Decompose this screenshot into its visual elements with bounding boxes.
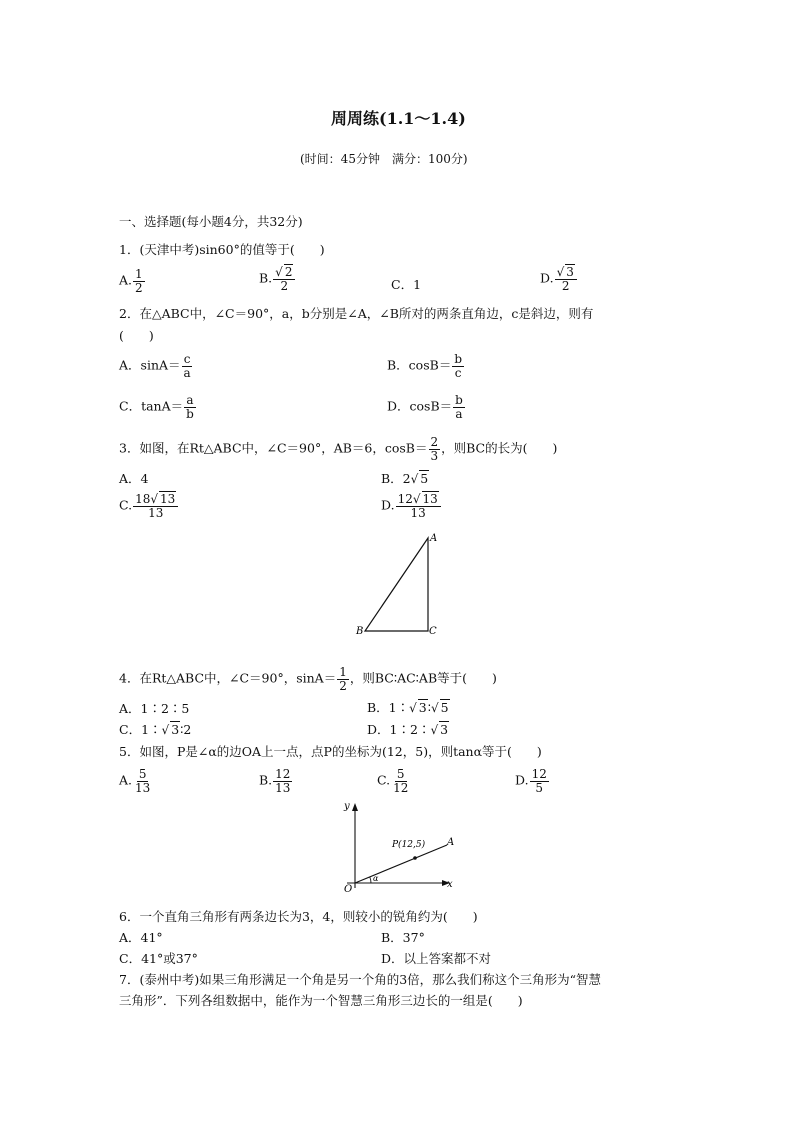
q3-option-a: A．4 [119, 471, 149, 486]
label-alpha: α [373, 874, 379, 883]
q1-option-d: D. $\frac{√ 3}{2}$ [540, 266, 578, 292]
q2-stem-line2: ( ) [119, 328, 154, 343]
label-b: B [356, 626, 364, 637]
q4-option-d: D．1∶2∶√ 3 [367, 722, 449, 737]
q6-option-c: C．41°或37° [119, 951, 198, 966]
q5-option-c: C. $\frac{5}{12}$ [377, 767, 409, 795]
label-x: x [447, 879, 453, 890]
q7-stem-line2: 三角形”．下列各组数据中，能作为一个智慧三角形三边长的一组是( ) [119, 993, 523, 1008]
q2-option-a: A．sinA＝ $\frac{c}{a}$ [119, 352, 191, 380]
q6-option-d: D．以上答案都不对 [381, 951, 492, 966]
q5-option-d: D. $\frac{12}{5}$ [515, 767, 547, 795]
q3-option-c: C. $\frac{18√ 13}{13}$ [119, 493, 179, 519]
q5-coordinate-figure [335, 800, 465, 900]
angle-arc [370, 877, 371, 883]
q1-option-b: B. $\frac{√ 2}{2}$ [259, 266, 296, 292]
q4-option-b: B．1∶√ 3∶√ 5 [367, 700, 449, 715]
q6-option-b: B．37° [381, 930, 425, 945]
q3-option-b: B．2√ 5 [381, 471, 429, 486]
label-a: A [430, 533, 438, 544]
q1-option-c: C．1 [391, 277, 422, 292]
q6-option-a: A．41° [119, 930, 163, 945]
q4-stem: 4．在Rt△ABC中，∠C＝90°，sinA＝ $\frac{1}{2}$ ，则BC∶AC∶AB等于( ) [119, 665, 497, 693]
q3-option-d: D. $\frac{12√ 13}{13}$ [381, 493, 442, 519]
label-y: y [344, 801, 350, 812]
q1-stem: 1．(天津中考)sin60°的值等于( ) [119, 242, 325, 257]
q5-option-a: A. $\frac{5}{13}$ [119, 767, 151, 795]
label-a: A [447, 837, 455, 848]
q6-stem: 6．一个直角三角形有两条边长为3，4，则较小的锐角约为( ) [119, 909, 478, 924]
label-p: P(12,5) [392, 840, 426, 850]
label-o: O [344, 884, 353, 895]
q4-option-c: C．1∶√ 3∶2 [119, 722, 192, 737]
page-subtitle: (时间：45分钟 满分：100分) [300, 152, 468, 166]
label-c: C [429, 626, 437, 637]
q5-stem: 5．如图，P是∠α的边OA上一点，点P的坐标为(12，5)，则tanα等于( ) [119, 744, 542, 759]
q1-option-a: A. $\frac{1}{2}$ [119, 267, 143, 295]
q2-stem-line1: 2．在△ABC中，∠C＝90°，a，b分别是∠A，∠B所对的两条直角边，c是斜边，则有 [119, 306, 594, 321]
ray-oa [355, 845, 447, 883]
q2-option-c: C．tanA＝ $\frac{a}{b}$ [119, 393, 194, 421]
triangle-abc [365, 538, 428, 631]
q3-stem: 3．如图，在Rt△ABC中，∠C＝90°，AB＝6，cosB＝ $\frac{2}{3}$ ，则BC的长为( ) [119, 435, 558, 463]
page-title: 周周练(1.1～1.4) [331, 109, 466, 128]
section-heading: 一、选择题(每小题4分，共32分) [119, 214, 303, 229]
point-p [413, 856, 417, 860]
q2-option-b: B．cosB＝ $\frac{b}{c}$ [387, 352, 463, 380]
q3-triangle-figure [350, 530, 450, 640]
q4-option-a: A．1∶2∶5 [119, 701, 190, 716]
y-axis-arrow [352, 803, 358, 811]
q7-stem-line1: 7．(泰州中考)如果三角形满足一个角是另一个角的3倍，那么我们称这个三角形为“智慧 [119, 972, 602, 987]
q2-option-d: D．cosB＝ $\frac{b}{a}$ [387, 393, 463, 421]
q5-option-b: B. $\frac{12}{13}$ [259, 767, 291, 795]
